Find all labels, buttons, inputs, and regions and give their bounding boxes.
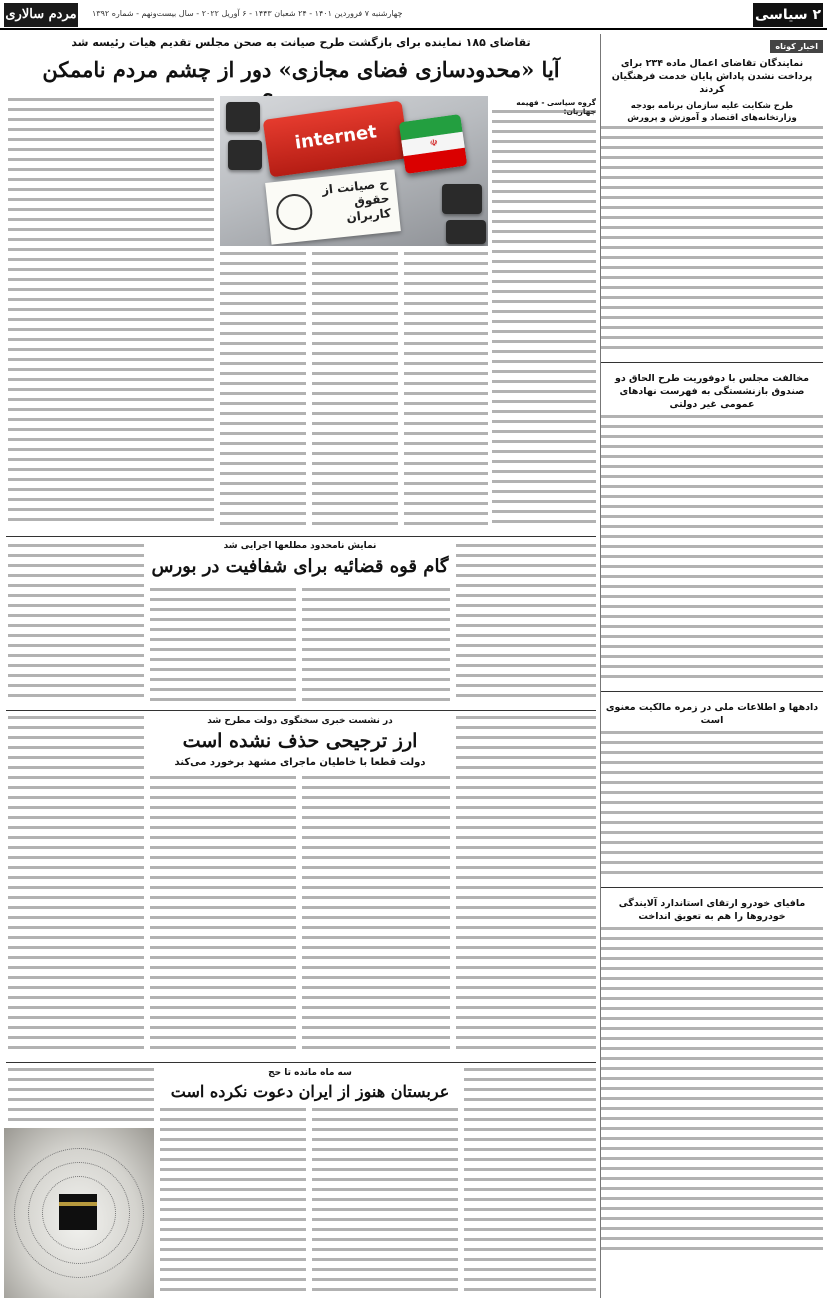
story2-body-col-3 xyxy=(302,588,450,704)
issue-info: چهارشنبه ۷ فروردین ۱۴۰۱ - ۲۴ شعبان ۱۴۴۳ - ۶ آوریل ۲۰۲۲ - سال بیست‌ونهم - شماره ۱۳۹۲ xyxy=(92,9,403,18)
section-name: سیاسی xyxy=(754,7,808,23)
brief-3 xyxy=(601,691,823,881)
lead-headline: آیا «محدودسازی فضای مجازی» دور از چشم مردم ناممکن xyxy=(42,57,560,82)
brief-2 xyxy=(601,362,823,685)
brief-4-body xyxy=(601,927,823,1257)
lead-byline: گروه سیاسی - فهیمه جهاریان: xyxy=(516,98,596,116)
story3-body-col-3 xyxy=(302,776,450,1056)
brief-1-subhead: طرح شکایت علیه سازمان برنامه بودجه وزارتخانه‌های اقتصاد و آموزش و پرورش xyxy=(627,101,797,123)
brief-1-headline: نمایندگان تقاضای اعمال ماده ۲۳۴ برای پرداخت نشدن پاداش پایان خدمت فرهنگیان کردند xyxy=(611,58,813,95)
brief-2-body xyxy=(601,415,823,685)
brief-4-headline: مافیای خودرو ارتقای استاندارد آلایندگی خودروها را هم به تعویق انداخت xyxy=(618,898,806,922)
lead-body-col-2 xyxy=(8,98,214,528)
page-number: ۲ xyxy=(812,7,822,23)
lead-kicker: تقاضای ۱۸۵ نماینده برای بازگشت طرح صیانت به صحن مجلس تقدیم هیات رئیسه شد xyxy=(71,36,531,49)
story2-body-col-2 xyxy=(150,588,296,704)
section-rule xyxy=(6,1062,596,1063)
story3-kicker: در نشست خبری سخنگوی دولت مطرح شد xyxy=(207,716,393,726)
story3-body-col-1 xyxy=(456,716,596,1056)
story2-kicker: نمایش نامحدود مطلعها اجرایی شد xyxy=(223,541,377,551)
brief-3-headline: دادهها و اطلاعات ملی در زمره مالکیت معنوی است xyxy=(605,702,819,726)
brief-1 xyxy=(601,57,823,356)
story4-headline: عربستان هنوز از ایران دعوت نکرده است xyxy=(170,1082,450,1101)
story2-headline: گام قوه قضائیه برای شفافیت در بورس xyxy=(151,556,449,577)
masthead xyxy=(0,0,827,30)
story3-body-col-2 xyxy=(150,776,296,1056)
brief-2-headline: مخالفت مجلس با دوفوریت طرح الحاق دو صندوق بازنشستگی به فهرست نهادهای عمومی غیر دولتی xyxy=(614,373,810,410)
sidebar-label: اخبار کوتاه xyxy=(770,40,823,53)
iran-flag-key: ☫ xyxy=(399,114,468,174)
lead-body-col-4 xyxy=(312,252,398,530)
story4-kicker: سه ماه مانده تا حج xyxy=(268,1068,352,1078)
internet-key: internet xyxy=(263,101,410,178)
kaaba-photo xyxy=(4,1128,154,1298)
document-paper xyxy=(265,169,401,244)
news-sidebar xyxy=(601,34,823,1298)
brief-3-body xyxy=(601,731,823,881)
story3-headline: ارز ترجیحی حذف نشده است xyxy=(182,730,418,752)
newspaper-logo: مردم سالاری xyxy=(4,3,78,27)
brief-1-body xyxy=(601,126,823,356)
story2-body-col-1 xyxy=(456,544,596,704)
story4-body-col-1 xyxy=(464,1068,596,1296)
lead-body-col-3 xyxy=(220,252,306,530)
story2-side-col xyxy=(8,544,144,704)
story4-body-col-2 xyxy=(160,1108,306,1296)
lead-body-col-5 xyxy=(404,252,488,530)
lead-body-col-1 xyxy=(492,110,596,530)
section-rule xyxy=(6,536,596,537)
story3-subheadline: دولت قطعا با خاطیان ماجرای مشهد برخورد می‌کند xyxy=(174,757,426,768)
section-badge xyxy=(753,3,823,27)
story4-body-col-3 xyxy=(312,1108,458,1296)
kaaba xyxy=(59,1194,97,1230)
story3-body-col-4 xyxy=(8,716,144,1056)
story4-body-col-4 xyxy=(8,1068,154,1124)
paper-caption: ح صیانت از حقوق کاربران xyxy=(321,176,392,225)
brief-4 xyxy=(601,887,823,1257)
internet-keyboard-photo xyxy=(220,96,488,246)
section-rule xyxy=(6,710,596,711)
